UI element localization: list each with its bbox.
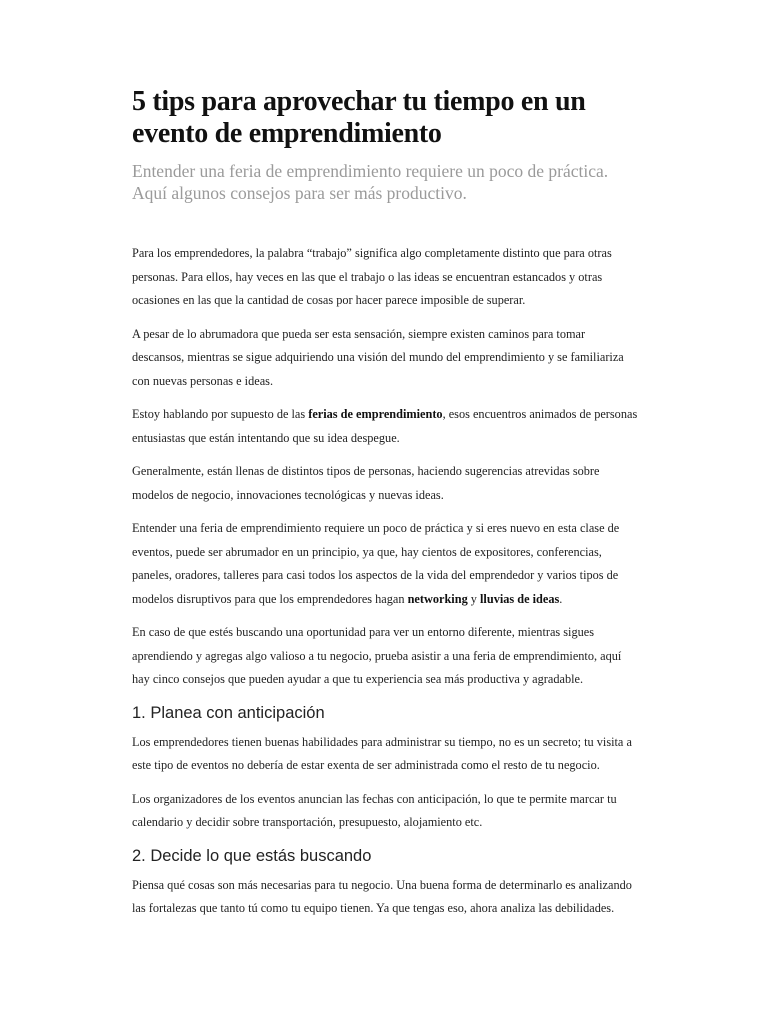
paragraph-8: Los organizadores de los eventos anuncian las fechas con anticipación, lo que te permite marcar tu calendario y decidir sobre transportación, presupuesto, alojamiento etc. [132,791,617,829]
paragraph-5-bold-networking: networking [407,591,468,606]
paragraph-5-bold-ideas: lluvias de ideas [480,591,560,606]
article-title: 5 tips para aprovechar tu tiempo en un evento de emprendimiento [132,86,586,149]
paragraph-5 [132,517,638,611]
article [132,86,638,931]
paragraph-3 [132,403,638,450]
paragraph-3-text-b: , esos encuentros animados de personas entusiastas que están intentando que su idea despegue. [132,407,638,445]
paragraph-5-text-a: Entender una feria de emprendimiento requiere un poco de práctica y si eres nuevo en esta clase de eventos, puede ser abrumador en un principio, ya que, hay cientos de expositores, conferencias, paneles, oradores, talleres para casi todos los aspectos de la vida del emprendedor y varios tipos de modelos disruptivos para que los emprendedores hagan [132,521,620,606]
article-subtitle: Entender una feria de emprendimiento requiere un poco de práctica. Aquí algunos consejos para ser más productivo. [132,161,609,203]
section-heading-2: 2. Decide lo que estás buscando [132,846,372,865]
paragraph-6: En caso de que estés buscando una oportunidad para ver un entorno diferente, mientras sigues aprendiendo y agregas algo valioso a tu negocio, prueba asistir a una feria de emprendimiento, aquí hay cinco consejos que pueden ayudar a que tu experiencia sea más productiva y agradable. [132,625,622,686]
section-heading-1: 1. Planea con anticipación [132,703,325,722]
paragraph-7: Los emprendedores tienen buenas habilidades para administrar su tiempo, no es un secreto; tu visita a este tipo de eventos no debería de estar exenta de ser administrada como el resto de tu negocio. [132,734,632,772]
paragraph-3-text-a: Estoy hablando por supuesto de las [132,407,309,421]
paragraph-3-bold: ferias de emprendimiento [308,407,443,421]
paragraph-9: Piensa qué cosas son más necesarias para tu negocio. Una buena forma de determinarlo es analizando las fortalezas que tanto tú como tu equipo tienen. Ya que tengas eso, ahora analiza las debilidades. [132,877,632,915]
paragraph-4: Generalmente, están llenas de distintos tipos de personas, haciendo sugerencias atrevidas sobre modelos de negocio, innovaciones tecnológicas y nuevas ideas. [132,464,600,502]
paragraph-5-text-c: . [559,591,563,606]
article-body [132,242,638,921]
paragraph-1: Para los emprendedores, la palabra “trabajo” significa algo completamente distinto que para otras personas. Para ellos, hay veces en las que el trabajo o las ideas se encuentran estancados y otras ocasiones en las que la cantidad de cosas por hacer parece imposible de superar. [132,246,612,307]
paragraph-2: A pesar de lo abrumadora que pueda ser esta sensación, siempre existen caminos para tomar descansos, mientras se sigue adquiriendo una visión del mundo del emprendimiento y se familiariza con nuevas personas e ideas. [132,326,624,388]
paragraph-5-text-b: y [467,591,481,606]
